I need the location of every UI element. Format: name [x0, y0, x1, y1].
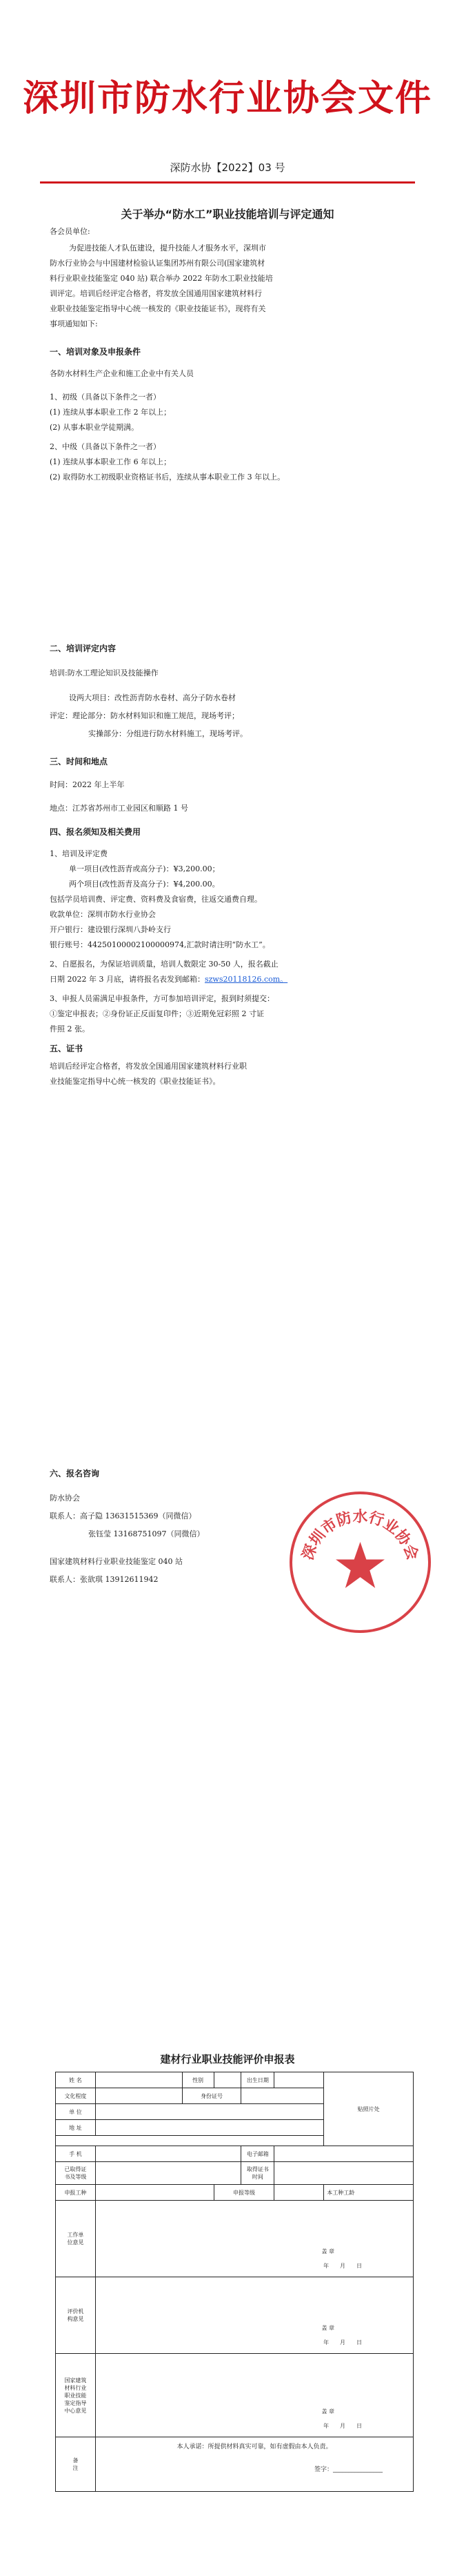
label-unit: 单 位 [56, 2104, 96, 2120]
svg-text:深圳市防水行业协会: 深圳市防水行业协会 [299, 1508, 421, 1563]
opinion-training[interactable] [95, 2277, 413, 2354]
text-line: 件照 2 张。 [50, 1024, 90, 1033]
label-apply-trade: 申报工种 [56, 2185, 96, 2201]
intro-line: 防水行业协会与中国建材检验认证集团苏州有限公司(国家建筑材 [50, 259, 265, 268]
red-divider [40, 181, 415, 184]
bank: 开户银行：建设银行深圳八卦岭支行 [50, 925, 171, 934]
field-id[interactable] [241, 2088, 324, 2104]
text-line: 国家建筑材料行业职业技能鉴定 040 站 [50, 1557, 183, 1566]
opinion-work-unit[interactable] [95, 2201, 413, 2277]
document-number: 深防水协【2022】03 号 [170, 161, 285, 174]
field-apply-level[interactable] [274, 2185, 324, 2201]
fee-single: 单一项目(改性沥青或高分子)：¥3,200.00； [69, 864, 220, 873]
text-line: (2) 从事本职业学徒期满。 [50, 423, 139, 432]
stamp-line: 盖 章 [321, 2248, 334, 2255]
field-name[interactable] [95, 2072, 182, 2088]
payee: 收款单位：深圳市防水行业协会 [50, 910, 156, 919]
text-line: 实操部分：分组进行防水材料施工，现场考评。 [88, 729, 247, 738]
text-line: 评定：理论部分：防水材料知识和施工规范，现场考评； [50, 711, 239, 720]
label-email: 电子邮箱 [241, 2146, 274, 2162]
intro-line: 料行业职业技能鉴定 040 站) 联合举办 2022 年防水工职业技能培 [50, 274, 273, 283]
text-line: 培训后经评定合格者，将发放全国通用国家建筑材料行业职 [50, 1062, 247, 1071]
opinion-center[interactable] [95, 2354, 413, 2437]
intro-line: 为促进技能人才队伍建设，提升技能人才服务水平，深圳市 [69, 244, 266, 252]
contact-line: 张钰莹 13168751097（同微信） [88, 1529, 205, 1538]
bank-account: 银行账号：44250100002100000974,汇款时请注明“防水工”。 [50, 940, 270, 949]
label-birth: 出生日期 [241, 2072, 274, 2088]
text-line: 时间：2022 年上半年 [50, 780, 125, 789]
label-years [324, 2185, 414, 2201]
text-line: (1) 连续从事本职业工作 6 年以上； [50, 457, 172, 466]
intro-line: 业职业技能鉴定指导中心统一核发的《职业技能证书》，现将有关 [50, 304, 266, 313]
email-line [50, 973, 287, 987]
field-cert-date[interactable] [274, 2162, 414, 2185]
field-education[interactable] [95, 2088, 182, 2104]
section-heading: 三、时间和地点 [50, 757, 108, 766]
field-apply-trade[interactable] [95, 2185, 214, 2201]
contact-line: 联系人：高子隐 13631515369（同微信） [50, 1512, 196, 1520]
text-line: 2、自愿报名，为保证培训质量，培训人数限定 30-50 人，报名截止 [50, 960, 279, 969]
label-center: 国家建筑 材料行业 职业技能 鉴定指导 中心意见 [56, 2354, 96, 2437]
declaration: 本人承诺：所提供材料真实可靠，如有虚假由本人负责。 [176, 2444, 332, 2450]
section-heading: 二、培训评定内容 [50, 644, 117, 653]
text-line: 防水协会 [50, 1494, 80, 1503]
signature-line: 签字：________________ [314, 2466, 383, 2473]
intro-line: 事项通知如下: [50, 319, 98, 328]
spacer-row [56, 2136, 324, 2146]
date-line: 年 月 日 [323, 2339, 362, 2346]
label-gender: 性别 [182, 2072, 214, 2088]
field-cert-level[interactable] [95, 2162, 241, 2185]
text-line: 1、培训及评定费 [50, 849, 108, 858]
contact-line: 联系人：张欲琪 13912611942 [50, 1575, 159, 1584]
text-line: 设两大项目：改性沥青防水卷材、高分子防水卷材 [69, 693, 236, 702]
text-line: (1) 连续从事本职业工作 2 年以上； [50, 408, 172, 417]
label-address: 地 址 [56, 2120, 96, 2136]
org-doc-title: 深圳市防水行业协会文件 [22, 77, 432, 119]
field-address[interactable] [95, 2120, 323, 2136]
label-name: 姓 名 [56, 2072, 96, 2088]
text-line: 业技能鉴定指导中心统一核发的《职业技能证书》。 [50, 1077, 221, 1086]
section-heading: 六、报名咨询 [50, 1469, 100, 1478]
text-line: 各防水材料生产企业和施工企业中有关人员 [50, 369, 194, 378]
remarks-area[interactable] [95, 2437, 413, 2492]
text-line: 2、中级（具备以下条件之一者） [50, 442, 161, 451]
text-line: 1、初级（具备以下条件之一者） [50, 393, 161, 402]
label-work-unit: 工作单 位意见 [56, 2201, 96, 2277]
label-training: 评价机 构意见 [56, 2277, 96, 2354]
label-years-text: 本工种工龄 [327, 2189, 355, 2196]
field-unit[interactable] [95, 2104, 323, 2120]
label-cert-level: 已取得证 书及等级 [56, 2162, 96, 2185]
intro-line: 训评定。培训后经评定合格者，将发放全国通用国家建筑材料行 [50, 289, 262, 298]
text-line: ①鉴定申报表；②身份证正反面复印件；③近期免冠彩照 2 寸证 [50, 1009, 264, 1018]
stamp-line: 盖 章 [321, 2325, 334, 2331]
signature-label: 签字： [314, 2466, 333, 2473]
section-heading: 五、证书 [50, 1044, 83, 1053]
date-line: 年 月 日 [323, 2263, 362, 2269]
text-line: 包括学员培训费、评定费、资料费及食宿费，往返交通费自理。 [50, 895, 262, 904]
label-education: 文化程度 [56, 2088, 96, 2104]
section-heading: 一、培训对象及申报条件 [50, 347, 141, 357]
label-apply-level: 申报等级 [214, 2185, 274, 2201]
email-link[interactable]: szws20118126.com。 [204, 975, 288, 984]
fee-double: 两个项目(改性沥青及高分子)：¥4,200.00。 [69, 880, 220, 889]
label-cert-date: 取得证书 时间 [241, 2162, 274, 2185]
official-seal-icon [290, 1492, 431, 1633]
field-phone[interactable] [95, 2146, 241, 2162]
greeting: 各会员单位: [50, 227, 90, 236]
label-remarks: 备 注 [56, 2437, 96, 2492]
field-birth[interactable] [274, 2072, 324, 2088]
text-line: (2) 取得防水工初级职业资格证书后，连续从事本职业工作 3 年以上。 [50, 473, 285, 482]
photo-area: 贴照片处 [324, 2072, 414, 2146]
stamp-line: 盖 章 [321, 2408, 334, 2415]
application-form [55, 2072, 414, 2492]
section-heading: 四、报名须知及相关费用 [50, 827, 141, 837]
date-line: 年 月 日 [323, 2423, 362, 2429]
label-phone: 手 机 [56, 2146, 96, 2162]
form-title: 建材行业职业技能评价申报表 [160, 2053, 295, 2065]
text-line: 培训:防水工理论知识及技能操作 [50, 668, 159, 677]
field-email[interactable] [274, 2146, 414, 2162]
text-line: 3、申报人员需满足申报条件，方可参加培训评定，报到时须提交： [50, 994, 274, 1003]
label-id: 身份证号 [182, 2088, 241, 2104]
notice-title: 关于举办“防水工”职业技能培训与评定通知 [121, 208, 334, 221]
field-gender[interactable] [214, 2072, 241, 2088]
text-line: 日期 2022 年 3 月底，请将报名表发到邮箱： [50, 975, 205, 984]
text-line: 地点：江苏省苏州市工业园区和顺路 1 号 [50, 804, 188, 813]
